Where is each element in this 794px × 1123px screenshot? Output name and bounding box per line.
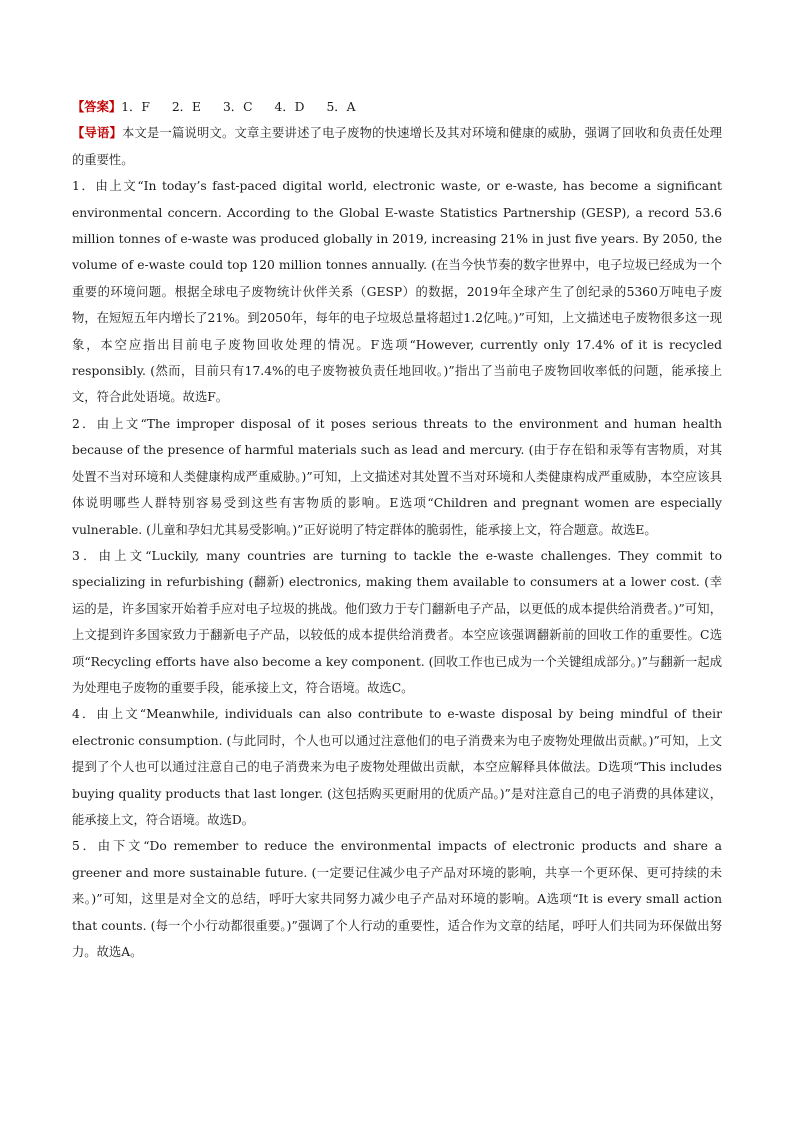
answer-item: 3．C bbox=[222, 100, 253, 114]
explanation-3: 3．由上文“Luckily, many countries are turning to tackle the e-waste challenges. They commit to specializing in refurbishing (翻新) electronics, making them available to consumers at a lower cost. (幸运的是，许多国家开始着手应对电子垃圾的挑战。他们致力于专门翻新电子产品，以更低的成本提供给消费者。)”可知，上文提到许多国家致力于翻新电子产品，以较低的成本提供给消费者。本空应该强调翻新前的回收工作的重要性。C选项“Recycling efforts have also become a key component. (回收工作也已成为一个关键组成部分。)”与翻新一起成为处理电子废物的重要手段，能承接上文，符合语境。故选C。 bbox=[72, 548, 722, 695]
answer-explanation-page bbox=[72, 94, 722, 965]
answer-label: 【答案】 bbox=[72, 99, 122, 114]
guide-label: 【导语】 bbox=[72, 125, 123, 141]
answer-item: 1．F bbox=[121, 100, 150, 114]
guide-paragraph bbox=[72, 120, 722, 173]
explanation-4: 4．由上文“Meanwhile, individuals can also contribute to e-waste disposal by being mindful of their electronic consumption. (与此同时，个人也可以通过注意他们的电子消费来为电子废物处理做出贡献。)”可知，上文提到了个人也可以通过注意自己的电子消费来为电子废物处理做出贡献，本空应解释具体做法。D选项“This includes buying quality products that last longer. (这包括购买更耐用的优质产品。)”是对注意自己的电子消费的具体建议，能承接上文，符合语境。故选D。 bbox=[72, 707, 722, 827]
explanation-1: 1．由上文“In today’s fast-paced digital world, electronic waste, or e-waste, has become a significant environmental concern. According to the Global E-waste Statistics Partnership (GESP), a record 53.6 million tonnes of e-waste was produced globally in 2019, increasing 21% in just five years. By 2050, the volume of e-waste could top 120 million tonnes annually. (在当今快节奏的数字世界中，电子垃圾已经成为一个重要的环境问题。根据全球电子废物统计伙伴关系（GESP）的数据，2019年全球产生了创纪录的5360万吨电子废物，在短短五年内增长了21%。到2050年，每年的电子垃圾总量将超过1.2亿吨。)”可知，上文描述电子废物很多这一现象，本空应指出目前电子废物回收处理的情况。F选项“However, currently only 17.4% of it is recycled responsibly. (然而，目前只有17.4%的电子废物被负责任地回收。)”指出了当前电子废物回收率低的问题，能承接上文，符合此处语境。故选F。 bbox=[72, 179, 722, 405]
answer-item: 5．A bbox=[326, 100, 356, 114]
guide-text: 本文是一篇说明文。文章主要讲述了电子废物的快速增长及其对环境和健康的威胁，强调了回收和负责任处理的重要性。 bbox=[72, 126, 722, 167]
explanation-5: 5．由下文“Do remember to reduce the environmental impacts of electronic products and share a greener and more sustainable future. (一定要记住减少电子产品对环境的影响，共享一个更环保、更可持续的未来。)”可知，这里是对全文的总结，呼吁大家共同努力减少电子产品对环境的影响。A选项“It is every small action that counts. (每一个小行动都很重要。)”强调了个人行动的重要性，适合作为文章的结尾，呼吁人们共同为环保做出努力。故选A。 bbox=[72, 839, 722, 959]
answer-item: 2．E bbox=[171, 100, 201, 114]
answer-line bbox=[72, 94, 722, 120]
explanation-2: 2．由上文“The improper disposal of it poses serious threats to the environment and human health because of the presence of harmful materials such as lead and mercury. (由于存在铅和汞等有害物质，对其处置不当对环境和人类健康构成严重威胁。)”可知，上文描述对其处置不当对环境和人类健康构成严重威胁，本空应该具体说明哪些人群特别容易受到这些有害物质的影响。E选项“Children and pregnant women are especially vulnerable. (儿童和孕妇尤其易受影响。)”正好说明了特定群体的脆弱性，能承接上文，符合题意。故选E。 bbox=[72, 416, 722, 537]
answer-item: 4．D bbox=[274, 100, 305, 114]
